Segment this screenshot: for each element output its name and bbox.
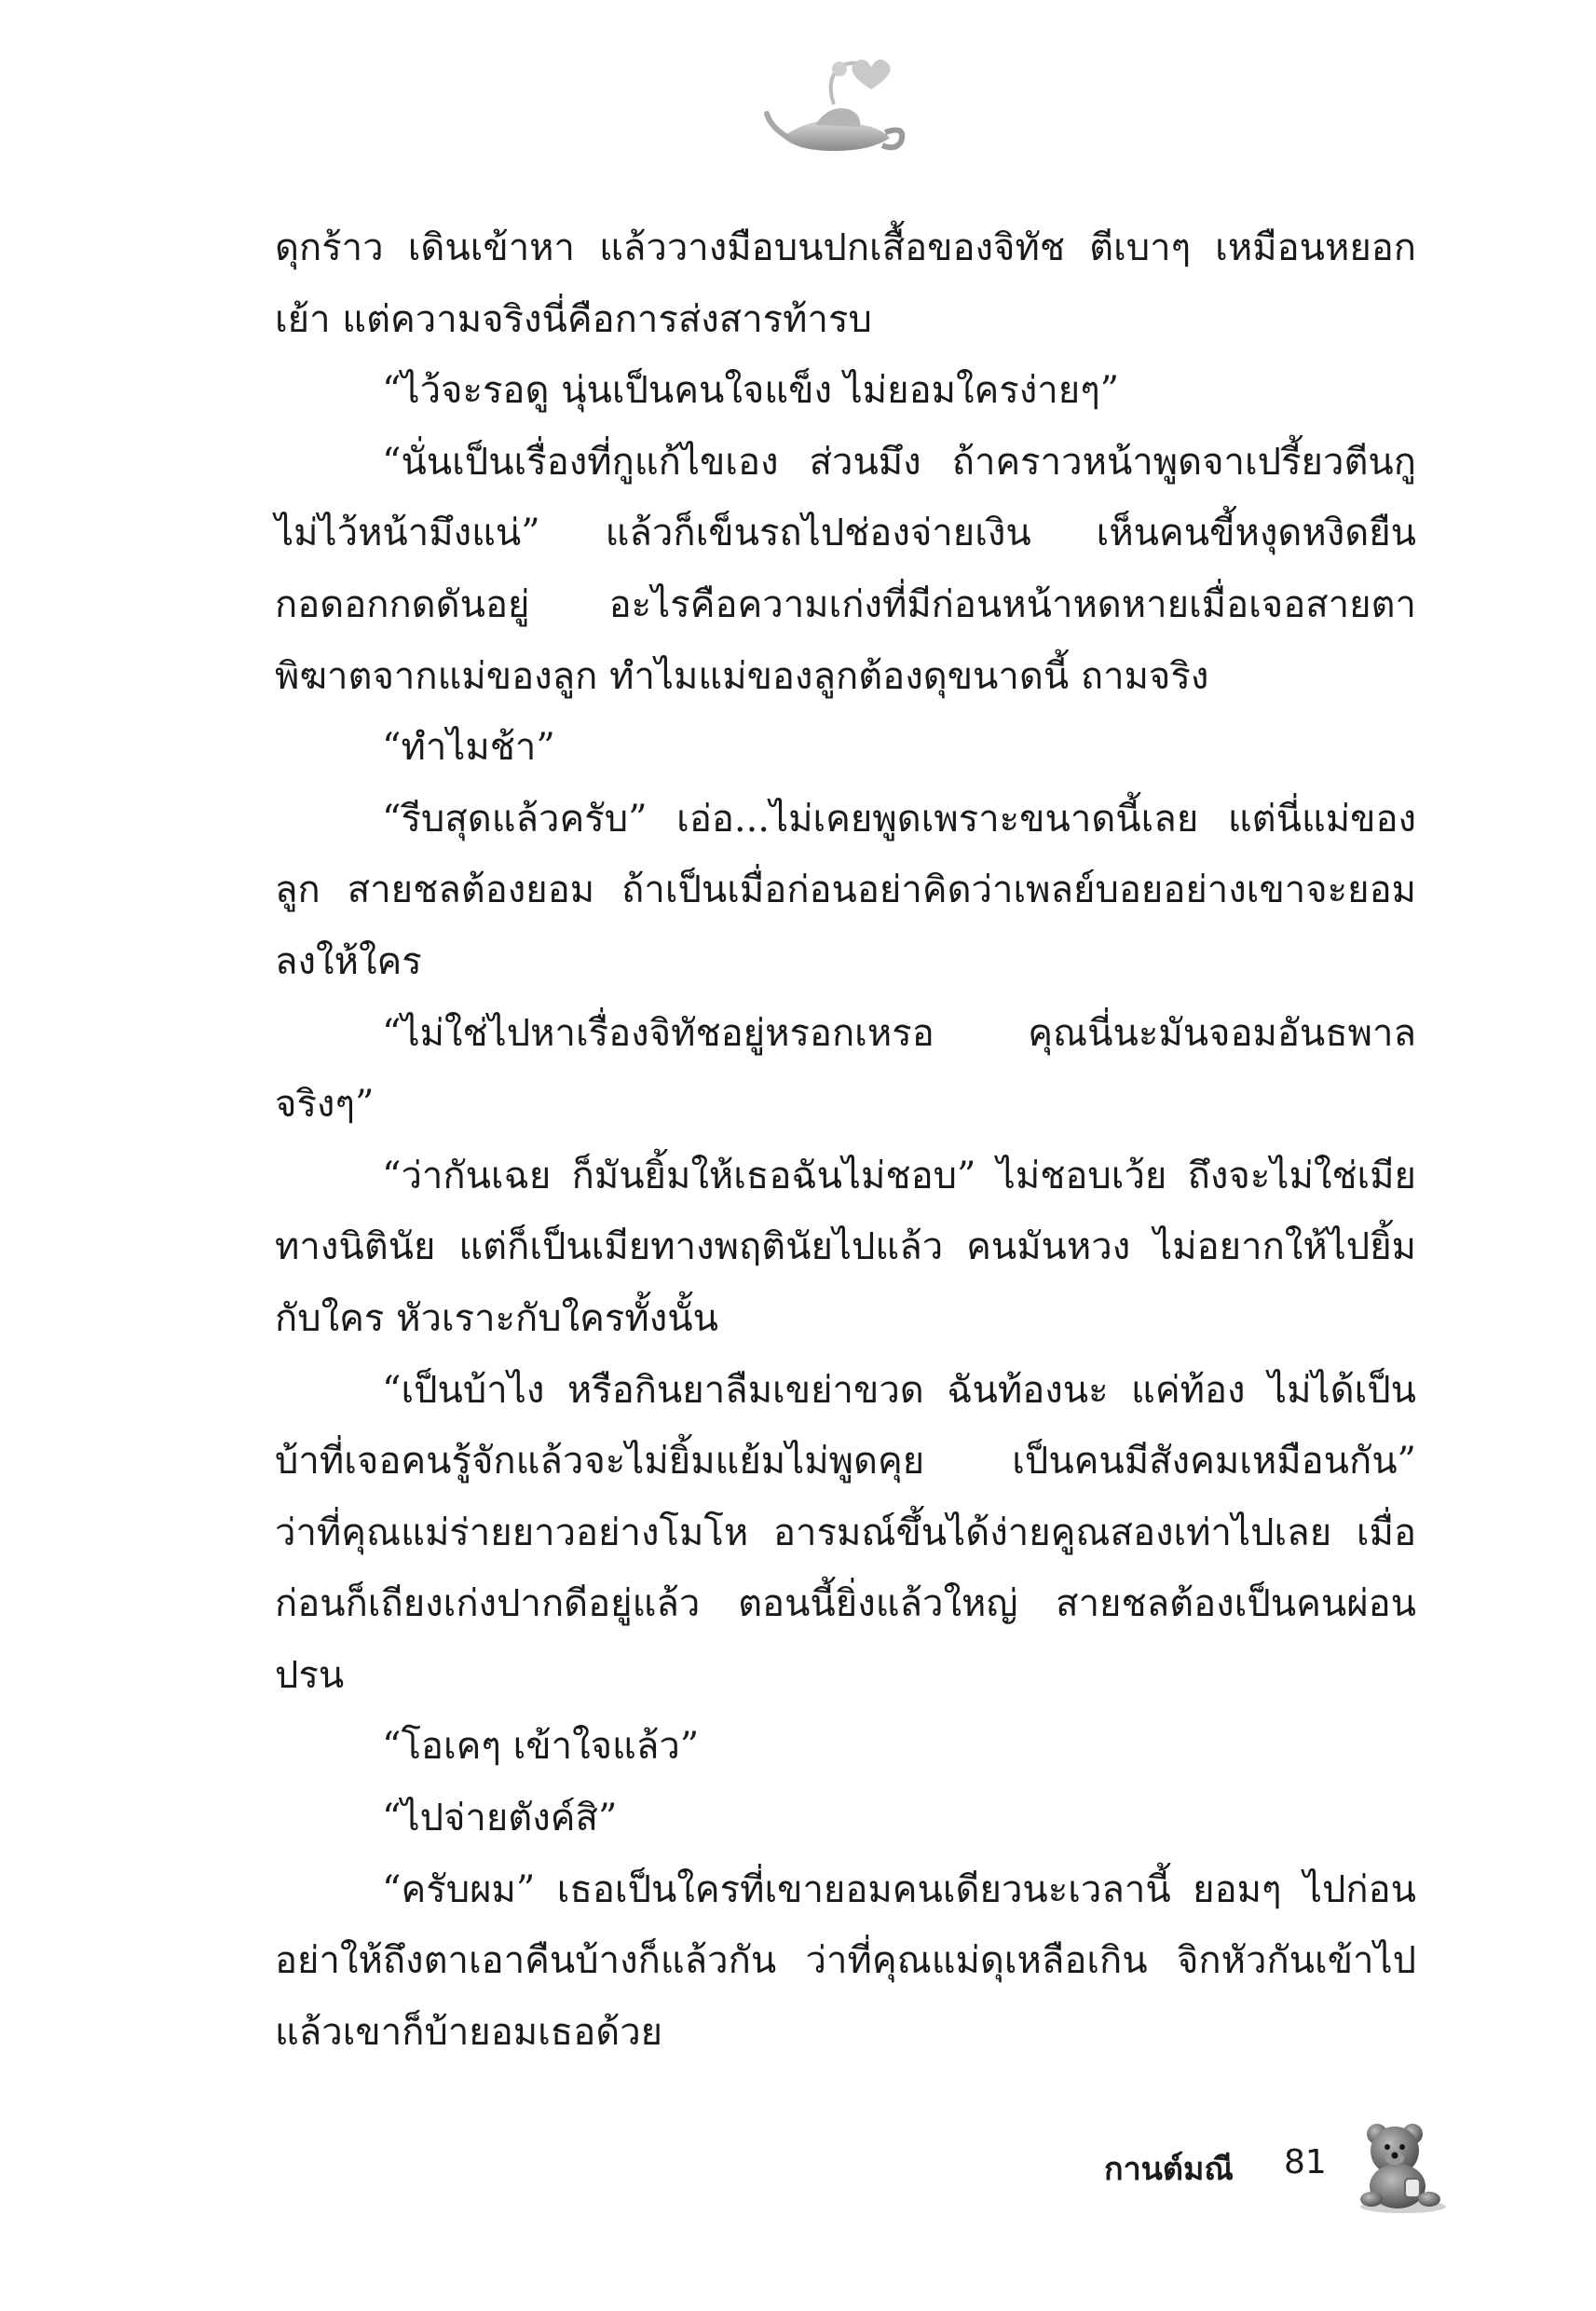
paragraph: “ครับผม” เธอเป็นใครที่เขายอมคนเดียวนะเวลานี้ ยอมๆ ไปก่อนอย่าให้ถึงตาเอาคืนบ้างก็แล้วกัน ว่าที่คุณแม่ดุเหลือเกิน จิกหัวกันเข้าไปแล้วเขาก็บ้ายอมเธอด้วย <box>275 1867 1416 2054</box>
paragraph: “ไม่ใช่ไปหาเรื่องจิทัชอยู่หรอกเหรอ คุณนี่นะมันจอมอันธพาลจริงๆ” <box>275 1011 1416 1127</box>
teapot-ornament-icon <box>759 48 918 160</box>
paragraph: “ว่ากันเฉย ก็มันยิ้มให้เธอฉันไม่ชอบ” ไม่ชอบเว้ย ถึงจะไม่ใช่เมียทางนิตินัย แต่ก็เป็นเมียทางพฤตินัยไปแล้ว คนมันหวง ไม่อยากให้ไปยิ้มกับใคร หัวเราะกับใครทั้งนั้น <box>275 1154 1416 1340</box>
page-number: 81 <box>1284 2143 1327 2181</box>
teddy-bear-icon <box>1349 2113 1452 2216</box>
body-text <box>275 212 1416 2068</box>
paragraph: “ไปจ่ายตังค์สิ” <box>382 1797 618 1840</box>
paragraph: ดุกร้าว เดินเข้าหา แล้ววางมือบนปกเสื้อของจิทัช ตีเบาๆ เหมือนหยอกเย้า แต่ความจริงนี่คือการส่งสารท้ารบ <box>275 226 1416 341</box>
paragraph: “นั่นเป็นเรื่องที่กูแก้ไขเอง ส่วนมึง ถ้าคราวหน้าพูดจาเปรี้ยวตีนกูไม่ไว้หน้ามึงแน่” แล้วก็เข็นรถไปช่องจ่ายเงิน เห็นคนขี้หงุดหงิดยืนกอดอกกดดันอยู่ อะไรคือความเก่งที่มีก่อนหน้าหดหายเมื่อเจอสายตาพิฆาตจากแม่ของลูก ทำไมแม่ของลูกต้องดุขนาดนี้ ถามจริง <box>275 440 1416 698</box>
footer-author-title: กานต์มณี <box>1104 2151 1234 2188</box>
paragraph: “เป็นบ้าไง หรือกินยาลืมเขย่าขวด ฉันท้องนะ แค่ท้อง ไม่ได้เป็นบ้าที่เจอคนรู้จักแล้วจะไม่ยิ้มแย้มไม่พูดคุย เป็นคนมีสังคมเหมือนกัน” ว่าที่คุณแม่ร่ายยาวอย่างโมโห อารมณ์ขึ้นได้ง่ายคูณสองเท่าไปเลย เมื่อก่อนก็เถียงเก่งปากดีอยู่แล้ว ตอนนี้ยิ่งแล้วใหญ่ สายชลต้องเป็นคนผ่อนปรน <box>275 1368 1416 1697</box>
paragraph: “ไว้จะรอดู นุ่นเป็นคนใจแข็ง ไม่ยอมใครง่ายๆ” <box>382 369 1120 413</box>
paragraph: “ทำไมช้า” <box>382 726 555 770</box>
paragraph: “รีบสุดแล้วครับ” เอ่อ...ไม่เคยพูดเพราะขนาดนี้เลย แต่นี่แม่ของลูก สายชลต้องยอม ถ้าเป็นเมื่อก่อนอย่าคิดว่าเพลย์บอยอย่างเขาจะยอมลงให้ใคร <box>275 797 1416 983</box>
paragraph: “โอเคๆ เข้าใจแล้ว” <box>382 1725 700 1769</box>
